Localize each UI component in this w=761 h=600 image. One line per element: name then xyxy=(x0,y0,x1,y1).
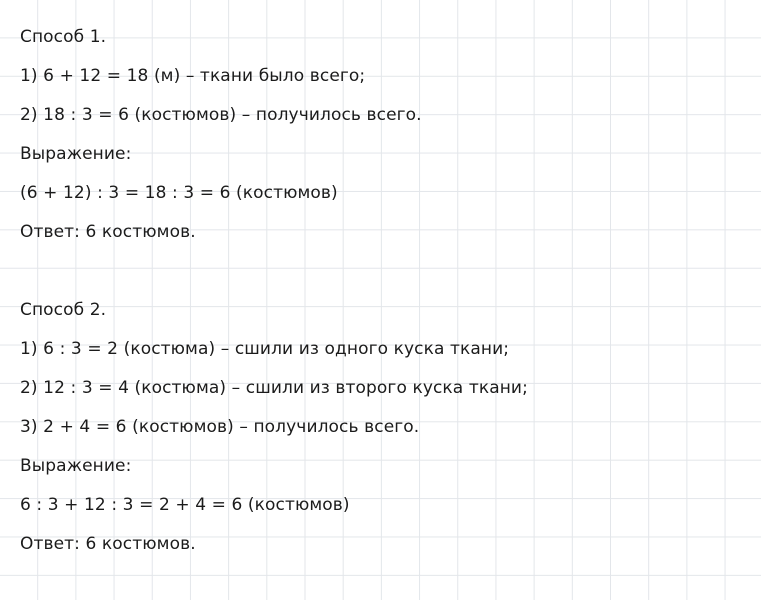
method-2-step-3: 3) 2 + 4 = 6 (костюмов) – получилось всего. xyxy=(20,417,420,437)
method-2-step-2: 2) 12 : 3 = 4 (костюма) – сшили из второго куска ткани; xyxy=(20,378,528,398)
method-2-expression: 6 : 3 + 12 : 3 = 2 + 4 = 6 (костюмов) xyxy=(20,495,350,515)
method-2-expression-label: Выражение: xyxy=(20,456,132,476)
method-2-answer: Ответ: 6 костюмов. xyxy=(20,534,196,554)
method-2-block xyxy=(20,291,741,564)
method-2-step-1: 1) 6 : 3 = 2 (костюма) – сшили из одного куска ткани; xyxy=(20,339,510,359)
method-1-step-2: 2) 18 : 3 = 6 (костюмов) – получилось всего. xyxy=(20,105,422,125)
method-1-expression: (6 + 12) : 3 = 18 : 3 = 6 (костюмов) xyxy=(20,183,338,203)
method-1-step-1: 1) 6 + 12 = 18 (м) – ткани было всего; xyxy=(20,66,366,86)
method-1-expression-label: Выражение: xyxy=(20,144,132,164)
method-2-heading: Способ 2. xyxy=(20,300,107,320)
method-1-heading: Способ 1. xyxy=(20,27,107,47)
method-1-block xyxy=(20,18,741,252)
method-1-answer: Ответ: 6 костюмов. xyxy=(20,222,196,242)
block-separator xyxy=(20,252,741,291)
